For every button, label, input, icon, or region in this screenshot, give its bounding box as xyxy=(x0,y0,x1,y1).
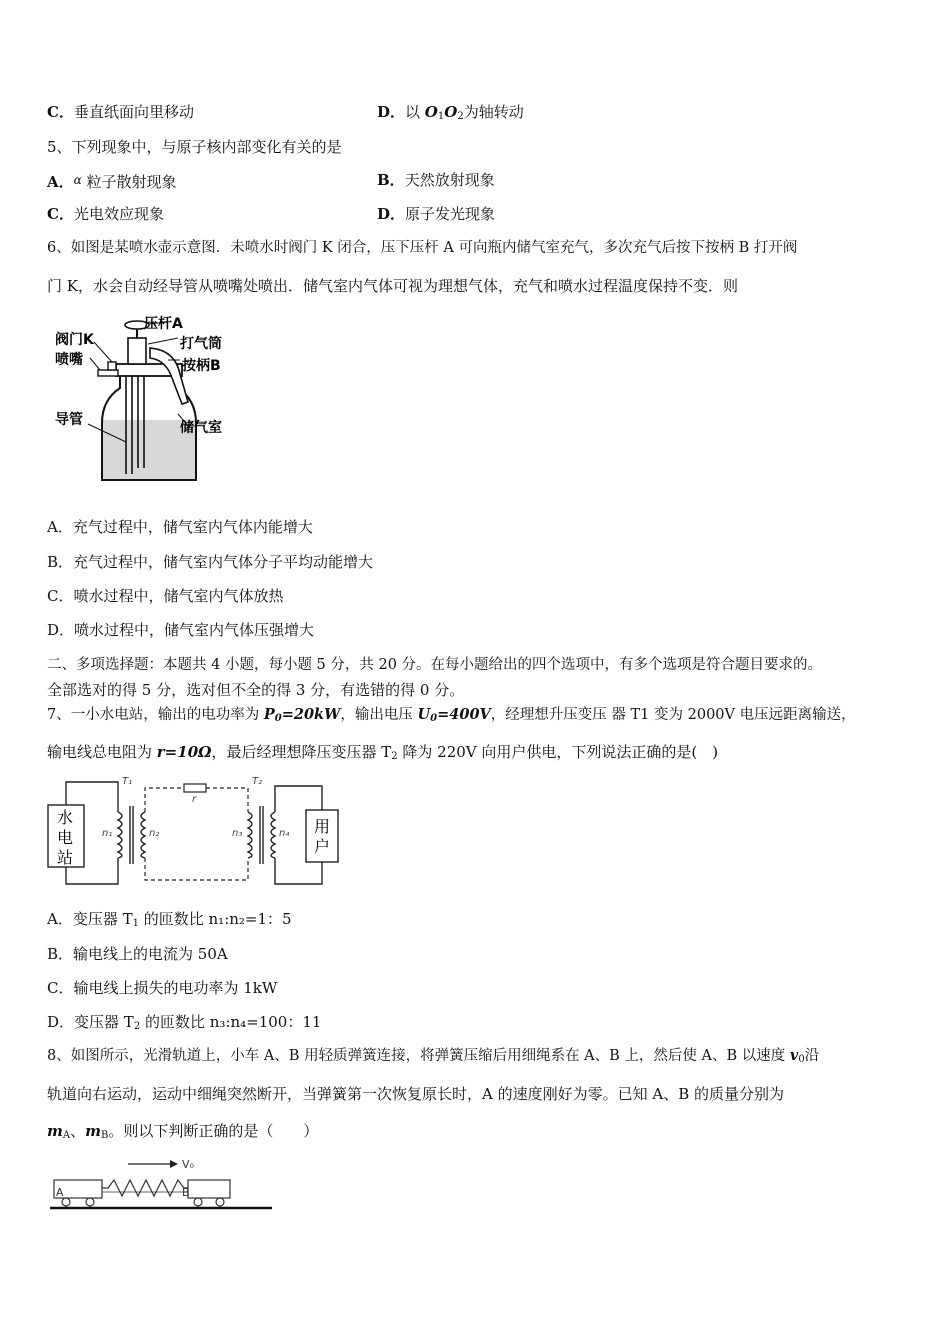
q6-option-a: A．充气过程中，储气室内气体内能增大 xyxy=(47,518,313,536)
label-chamber: 储气室 xyxy=(180,420,222,436)
coil-n4 xyxy=(271,812,275,858)
q6-stem-line2: 门 K，水会自动经导管从喷嘴处喷出．储气室内气体可视为理想气体，充气和喷水过程温度保持不变．则 xyxy=(47,277,738,295)
q7-option-c: C．输电线上损失的电功率为 1kW xyxy=(47,979,278,997)
q6-option-c: C．喷水过程中，储气室内气体放热 xyxy=(47,587,284,605)
station-char-1: 水 xyxy=(57,808,74,827)
station-char-2: 电 xyxy=(57,828,74,847)
label-tube: 导管 xyxy=(55,412,83,428)
label-v0: V₀ xyxy=(182,1158,194,1171)
q6-option-b: B．充气过程中，储气室内气体分子平均动能增大 xyxy=(47,553,374,571)
label-rod-a: 压杆A xyxy=(144,316,183,332)
spring xyxy=(102,1180,188,1196)
q5-option-c: C．光电效应现象 xyxy=(47,205,164,223)
section2-line2: 全部选对的得 5 分，选对但不全的得 3 分，有选错的得 0 分。 xyxy=(47,681,465,699)
label-valve-k: 阀门K xyxy=(55,332,94,348)
label-b: B xyxy=(182,1186,190,1199)
q6-stem-line1: 6、如图是某喷水壶示意图．未喷水时阀门 K 闭合，压下压杆 A 可向瓶内储气室充气，多次充气后按下按柄 B 打开阀 xyxy=(47,240,798,256)
label-t1: T₁ xyxy=(122,776,133,787)
q5-option-d: D．原子发光现象 xyxy=(377,205,496,223)
spray-bottle-figure xyxy=(50,308,250,493)
label-n3: n₃ xyxy=(232,828,243,839)
user-char-1: 用 xyxy=(314,817,331,836)
label-n2: n₂ xyxy=(149,828,160,839)
line-resistor-r xyxy=(184,784,206,792)
label-r: r xyxy=(192,794,197,805)
station-char-3: 站 xyxy=(57,848,74,867)
label-pump: 打气筒 xyxy=(180,336,222,352)
coil-n1 xyxy=(118,812,122,858)
label-nozzle: 喷嘴 xyxy=(55,352,83,368)
q7-stem-line1: 7、一小水电站，输出的电功率为 $P_0=20kW$，输出电压 $U_0=400V$，经理想升压变压 器 T1 变为 2000V 电压远距离输送， xyxy=(47,706,856,724)
transmission-circuit-figure xyxy=(46,772,358,888)
valve-k xyxy=(108,362,116,370)
section2-line1: 二、多项选择题：本题共 4 小题，每小题 5 分，共 20 分。在每小题给出的四个选项中，有多个选项是符合题目要求的。 xyxy=(47,657,823,673)
q7-option-a: A．变压器 $T_1$ 的匝数比 n₁:n₂=1：5 xyxy=(47,910,292,929)
q4-option-d: D．以 $O_1O_2$为轴转动 xyxy=(377,103,524,122)
q6-option-d: D．喷水过程中，储气室内气体压强增大 xyxy=(47,621,315,639)
q8-stem-line1: 8、如图所示，光滑轨道上，小车 A、B 用轻质弹簧连接，将弹簧压缩后用细绳系在 A、B 上，然后使 A、B 以速度 $v_0$沿 xyxy=(47,1047,820,1065)
carts-spring-figure xyxy=(48,1152,276,1214)
q7-stem-line2: 输电线总电阻为 r=10Ω，最后经理想降压变压器 $T_2$ 降为 220V 向用户供电，下列说法正确的是( ) xyxy=(47,743,719,762)
label-t2: T₂ xyxy=(252,776,263,787)
label-handle-b: 按柄B xyxy=(182,358,221,374)
q8-stem-line2: 轨道向右运动，运动中细绳突然断开，当弹簧第一次恢复原长时，A 的速度刚好为零。已知 A、B 的质量分别为 xyxy=(47,1085,784,1103)
q7-option-d: D．变压器 $T_2$ 的匝数比 n₃:n₄=100：11 xyxy=(47,1013,322,1032)
user-char-2: 户 xyxy=(314,837,331,856)
q8-stem-line3: $m_A$、$m_B$。则以下判断正确的是（ ） xyxy=(47,1122,319,1141)
coil-n3 xyxy=(248,812,252,858)
q4-option-c: C．垂直纸面向里移动 xyxy=(47,103,194,121)
q5-option-a: A．$^\alpha$ 粒子散射现象 xyxy=(47,173,177,191)
label-a: A xyxy=(56,1186,64,1199)
cart-b xyxy=(188,1180,230,1198)
coil-n2 xyxy=(141,812,145,858)
label-n4: n₄ xyxy=(279,828,290,839)
q5-option-b: B．天然放射现象 xyxy=(377,171,495,189)
q5-stem: 5、下列现象中，与原子核内部变化有关的是 xyxy=(47,138,342,156)
label-n1: n₁ xyxy=(102,828,113,839)
q7-option-b: B．输电线上的电流为 50A xyxy=(47,945,228,963)
nozzle xyxy=(98,370,118,376)
pump-cylinder xyxy=(128,338,146,364)
